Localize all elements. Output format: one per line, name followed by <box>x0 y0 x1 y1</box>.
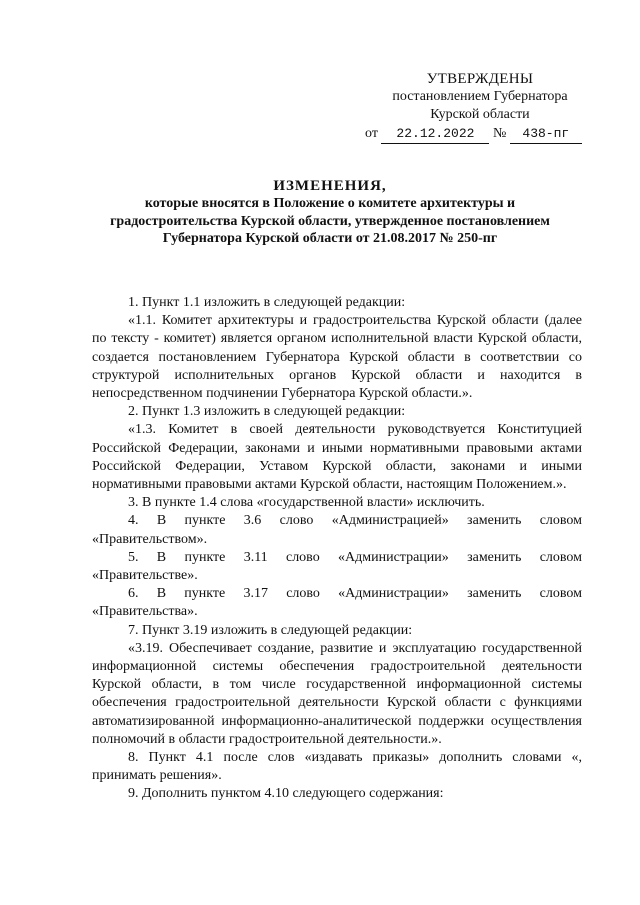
approval-stamp <box>360 70 600 144</box>
approval-date-line <box>360 125 600 144</box>
document-body <box>92 294 582 804</box>
paragraph: «1.1. Комитет архитектуры и градостроительства Курской области (далее по тексту - комитет) является органом исполнительной власти Курской области, создается постановлением Губернатора Курской области в соответствии со структурой исполнительных органов Курской области и находится в непосредственном подчинении Губернатора Курской области.». <box>92 313 582 402</box>
paragraph: 4. В пункте 3.6 слово «Администрацией» заменить словом «Правительством». <box>92 513 582 547</box>
document-subtitle: которые вносятся в Положение о комитете архитектуры и градостроительства Курской области, утвержденное постановлением Губернатора Курской области от 21.08.2017 № 250-пг <box>110 196 550 246</box>
number-prefix: № <box>492 126 507 141</box>
approval-line-3: Курской области <box>430 107 530 122</box>
paragraph: 7. Пункт 3.19 изложить в следующей редакции: <box>128 622 413 638</box>
paragraph: 9. Дополнить пунктом 4.10 следующего содержания: <box>128 786 444 802</box>
paragraph: 1. Пункт 1.1 изложить в следующей редакции: <box>128 295 406 310</box>
approval-heading: УТВЕРЖДЕНЫ <box>426 71 534 87</box>
paragraph: 8. Пункт 4.1 после слов «издавать приказы» дополнить словами «, принимать решения». <box>92 750 582 784</box>
date-value: 22.12.2022 <box>381 125 489 144</box>
paragraph: «1.3. Комитет в своей деятельности руководствуется Конституцией Российской Федерации, законами и иными нормативными правовыми актами Российской Федерации, Уставом Курской области, законами и иными нормативными правовыми актами Курской области, настоящим Положением.». <box>92 422 582 493</box>
paragraph: 2. Пункт 1.3 изложить в следующей редакции: <box>128 404 406 420</box>
document-title: ИЗМЕНЕНИЯ, <box>273 178 387 194</box>
paragraph: 5. В пункте 3.11 слово «Администрации» заменить словом «Правительстве». <box>92 549 582 584</box>
paragraph: 3. В пункте 1.4 слова «государственной власти» исключить. <box>128 495 485 511</box>
number-value: 438-пг <box>510 125 582 144</box>
paragraph: «3.19. Обеспечивает создание, развитие и эксплуатацию государственной информационной системы обеспечения градостроительной деятельности Курской области, в том числе государственной информационной системы обеспечения градостроительной деятельности Курской области с функциями автоматизированной информационно-аналитической поддержки осуществления полномочий в области градостроительной деятельности.». <box>92 640 582 747</box>
paragraph: 6. В пункте 3.17 слово «Администрации» заменить словом «Правительства». <box>92 586 582 620</box>
approval-line-2: постановлением Губернатора <box>392 89 568 104</box>
date-prefix: от <box>365 126 378 141</box>
